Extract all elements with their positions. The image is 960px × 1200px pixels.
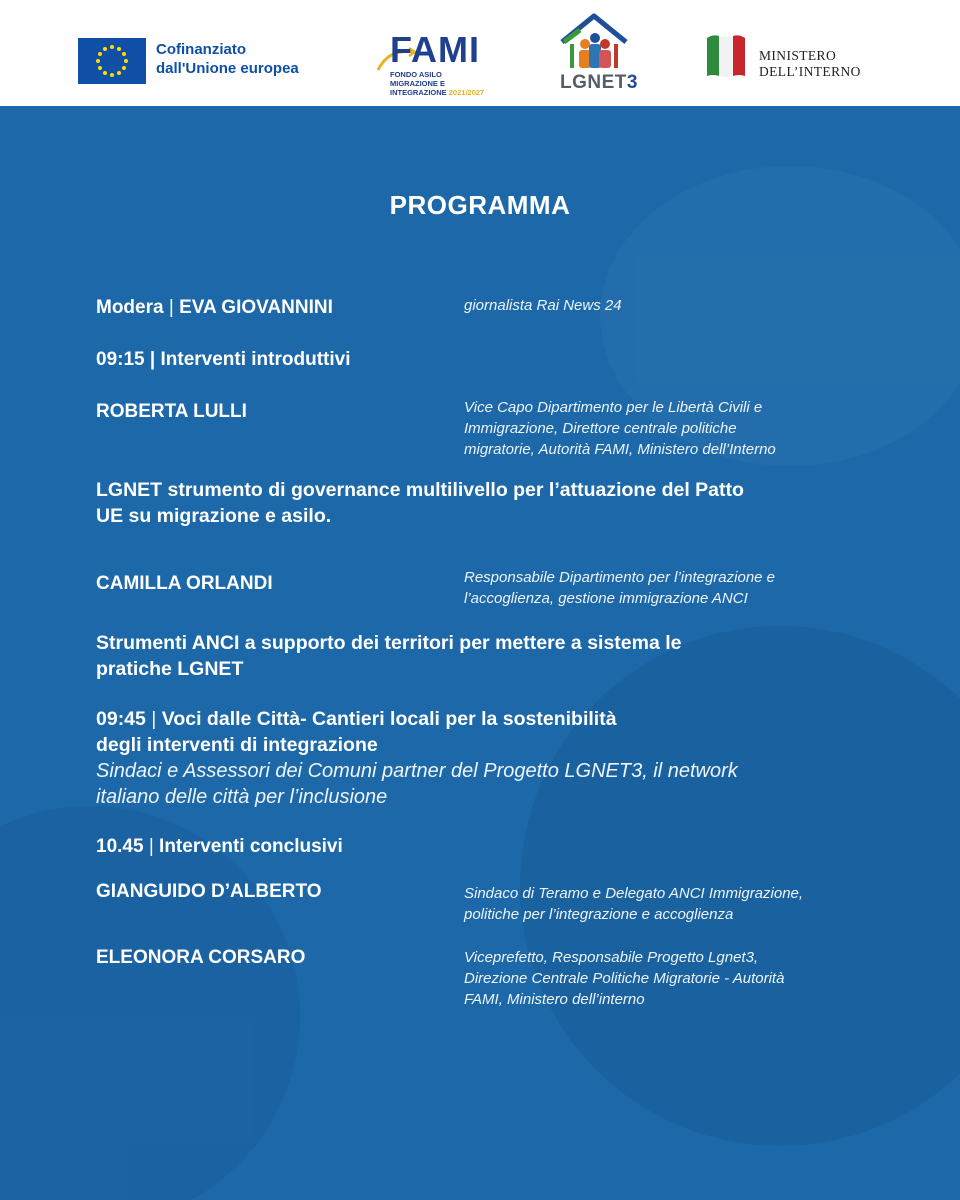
eu-flag-icon — [78, 38, 146, 84]
speaker-role-line: Responsabile Dipartimento per l’integrazione e — [464, 569, 776, 586]
talk-title-line: Strumenti ANCI a supporto dei territori per mettere a sistema le — [96, 632, 682, 654]
speaker-role-line: Viceprefetto, Responsabile Progetto Lgnet3, — [464, 949, 759, 966]
background-photo-shape — [0, 806, 300, 1200]
session-time: 09:15 — [96, 349, 145, 370]
session-time: 10.45 — [96, 836, 144, 857]
session-intro-heading — [96, 347, 350, 373]
eu-logo-line1: Cofinanziato — [156, 41, 246, 58]
talk-title — [96, 630, 896, 682]
moderator-role — [464, 295, 884, 316]
session-time: 09:45 — [96, 708, 146, 730]
speaker-role — [464, 567, 904, 609]
eu-cofunded-logo — [78, 38, 318, 84]
ministero-line1: MINISTERO — [759, 48, 837, 63]
separator: | — [143, 836, 160, 857]
speaker-name: CAMILLA ORLANDI — [96, 573, 273, 594]
session-description-line: italiano delle città per l’inclusione — [96, 786, 388, 808]
fami-wordmark: FAMI — [390, 29, 480, 70]
session-title: Interventi introduttivi — [160, 349, 351, 370]
moderator-label: Modera — [96, 297, 164, 318]
talk-title-line: LGNET strumento di governance multilivello per l’attuazione del Patto — [96, 479, 744, 501]
speaker-role-line: migratorie, Autorità FAMI, Ministero dell’Interno — [464, 441, 776, 458]
fami-logo — [376, 29, 488, 98]
talk-title-line: pratiche LGNET — [96, 658, 244, 680]
lgnet-wordmark — [560, 72, 638, 94]
eu-logo-line2: dall'Unione europea — [156, 60, 299, 77]
speaker-name: GIANGUIDO D’ALBERTO — [96, 881, 322, 902]
speaker-role-line: l’accoglienza, gestione immigrazione ANCI — [464, 590, 748, 607]
speaker-role-line: politiche per l’integrazione e accoglienza — [464, 906, 734, 923]
logo-header — [0, 0, 960, 106]
ministero-interno-logo — [705, 30, 875, 80]
separator: | — [144, 349, 161, 370]
page-title: PROGRAMMA — [389, 190, 571, 220]
moderator-name: EVA GIOVANNINI — [179, 297, 333, 318]
session-description — [96, 758, 916, 810]
session-description-line: Sindaci e Assessori dei Comuni partner del Progetto LGNET3, il network — [96, 760, 738, 782]
talk-title-line: UE su migrazione e asilo. — [96, 505, 332, 527]
speaker-role — [464, 883, 904, 925]
session-title-line: Voci dalle Città- Cantieri locali per la sostenibilità — [161, 708, 617, 730]
separator: | — [145, 708, 162, 730]
fami-subtitle — [390, 70, 490, 97]
speaker-role-line: Vice Capo Dipartimento per le Libertà Civili e — [464, 399, 763, 416]
lgnet-word: LGNET — [560, 72, 627, 93]
session-closing-heading — [96, 834, 343, 860]
session-title-line: degli interventi di integrazione — [96, 734, 378, 756]
fami-years: 2021/2027 — [448, 88, 485, 97]
moderator-line — [96, 295, 333, 321]
program-panel — [0, 106, 960, 1200]
speaker-name: ELEONORA CORSARO — [96, 947, 306, 968]
speaker-role-line: Direzione Centrale Politiche Migratorie - Autorità — [464, 970, 785, 987]
session-title: Interventi conclusivi — [159, 836, 343, 857]
italian-flag-icon — [705, 32, 747, 78]
ministero-line2: DELL’INTERNO — [759, 64, 861, 79]
lgnet3-logo — [558, 12, 638, 94]
moderator-role-line: giornalista Rai News 24 — [464, 297, 622, 314]
ministero-text — [759, 48, 879, 80]
speaker-role-line: Immigrazione, Direttore centrale politiche — [464, 420, 737, 437]
speaker-role-line: FAMI, Ministero dell’interno — [464, 991, 645, 1008]
separator: | — [163, 297, 180, 318]
fami-subtitle-line1: FONDO ASILO MIGRAZIONE E — [390, 70, 446, 88]
lgnet-house-icon — [558, 12, 630, 74]
speaker-role-line: Sindaco di Teramo e Delegato ANCI Immigrazione, — [464, 885, 804, 902]
talk-title — [96, 477, 896, 529]
fami-subtitle-line2: INTEGRAZIONE — [390, 88, 447, 97]
eu-logo-text — [156, 40, 326, 78]
lgnet-number: 3 — [626, 72, 638, 93]
speaker-name: ROBERTA LULLI — [96, 401, 247, 422]
session-cities-heading — [96, 706, 896, 758]
speaker-role — [464, 397, 904, 460]
speaker-role — [464, 947, 904, 1010]
